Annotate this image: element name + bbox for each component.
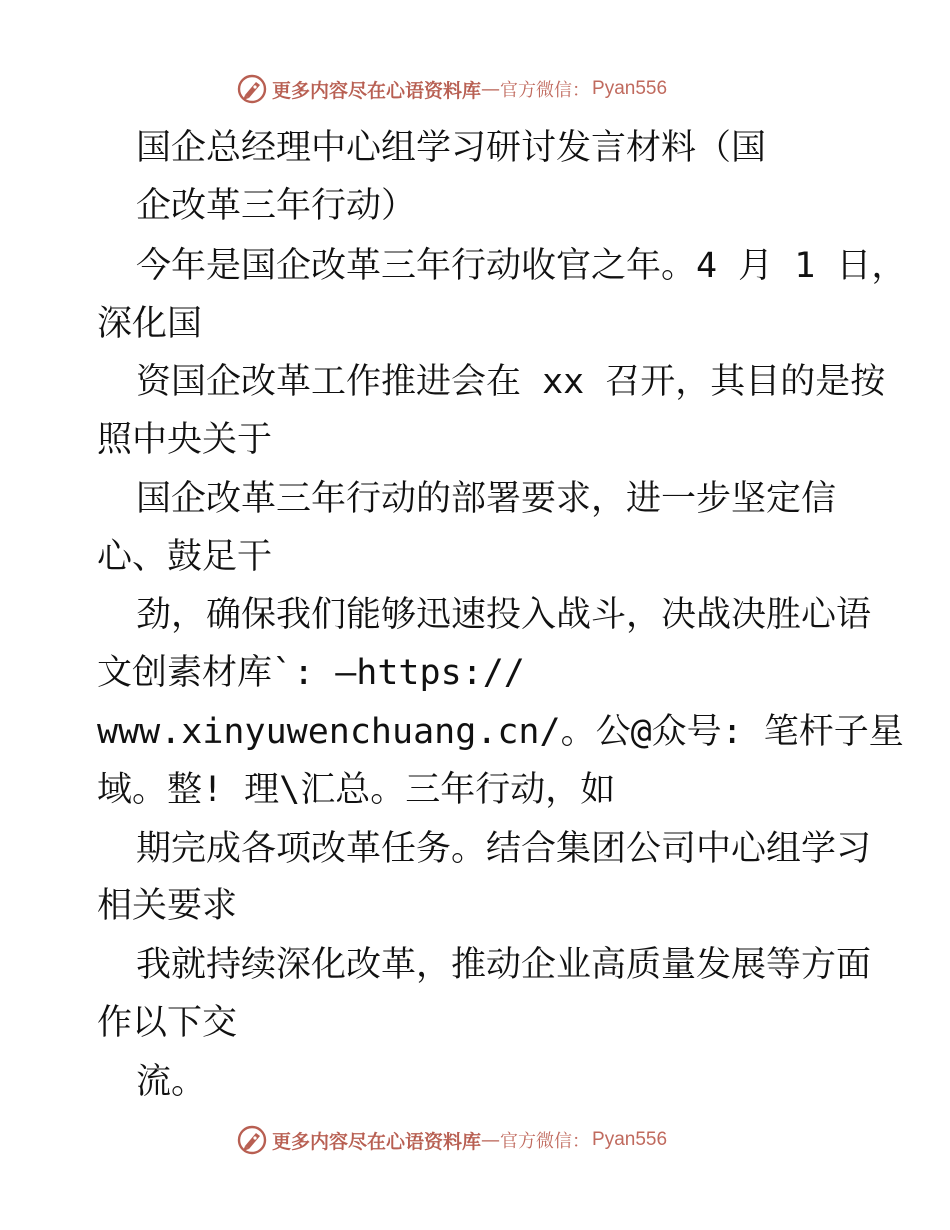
paragraph-line: 我就持续深化改革，推动企业高质量发展等方面 [136,945,872,985]
header-watermark [236,73,716,105]
paragraph-line: 文创素材库`: —https:// [97,653,525,693]
paragraph-line: 资国企改革工作推进会在 xx 召开，其目的是按 [136,362,886,402]
paragraph-line: 期完成各项改革任务。结合集团公司中心组学习 [136,829,872,869]
pen-nib-logo-icon [236,73,268,105]
paragraph-line: 今年是国企改革三年行动收官之年。4 月 1 日， [136,246,907,286]
watermark-wechat-label: 官方微信： [500,1131,591,1152]
watermark-wechat-id: Pyan556 [592,78,668,99]
watermark-brand-text: 更多内容尽在心语资料库 [272,1130,482,1153]
paragraph-line: www.xinyuwenchuang.cn/。公@众号: 笔杆子星 [97,712,904,752]
paragraph-line: 域。整! 理\汇总。三年行动，如 [97,770,616,810]
pen-nib-logo-icon [236,1124,268,1156]
watermark-separator: — [481,1129,501,1151]
footer-watermark [236,1124,716,1156]
paragraph-line: 作以下交 [97,1003,238,1043]
paragraph-line: 劲，确保我们能够迅速投入战斗，决战决胜心语 [136,595,872,635]
paragraph-line: 流。 [136,1062,207,1102]
watermark-brand-text: 更多内容尽在心语资料库 [272,79,482,102]
paragraph-line: 心、鼓足干 [97,537,273,577]
document-title-line-2: 企改革三年行动） [136,186,417,226]
paragraph-line: 深化国 [97,304,203,344]
document-title-line-1: 国企总经理中心组学习研讨发言材料（国 [136,128,767,168]
paragraph-line: 国企改革三年行动的部署要求，进一步坚定信 [136,479,837,519]
paragraph-line: 照中央关于 [97,420,273,460]
paragraph-line: 相关要求 [97,886,238,926]
watermark-wechat-label: 官方微信： [500,80,591,101]
watermark-separator: — [481,78,501,100]
watermark-wechat-id: Pyan556 [592,1129,668,1150]
